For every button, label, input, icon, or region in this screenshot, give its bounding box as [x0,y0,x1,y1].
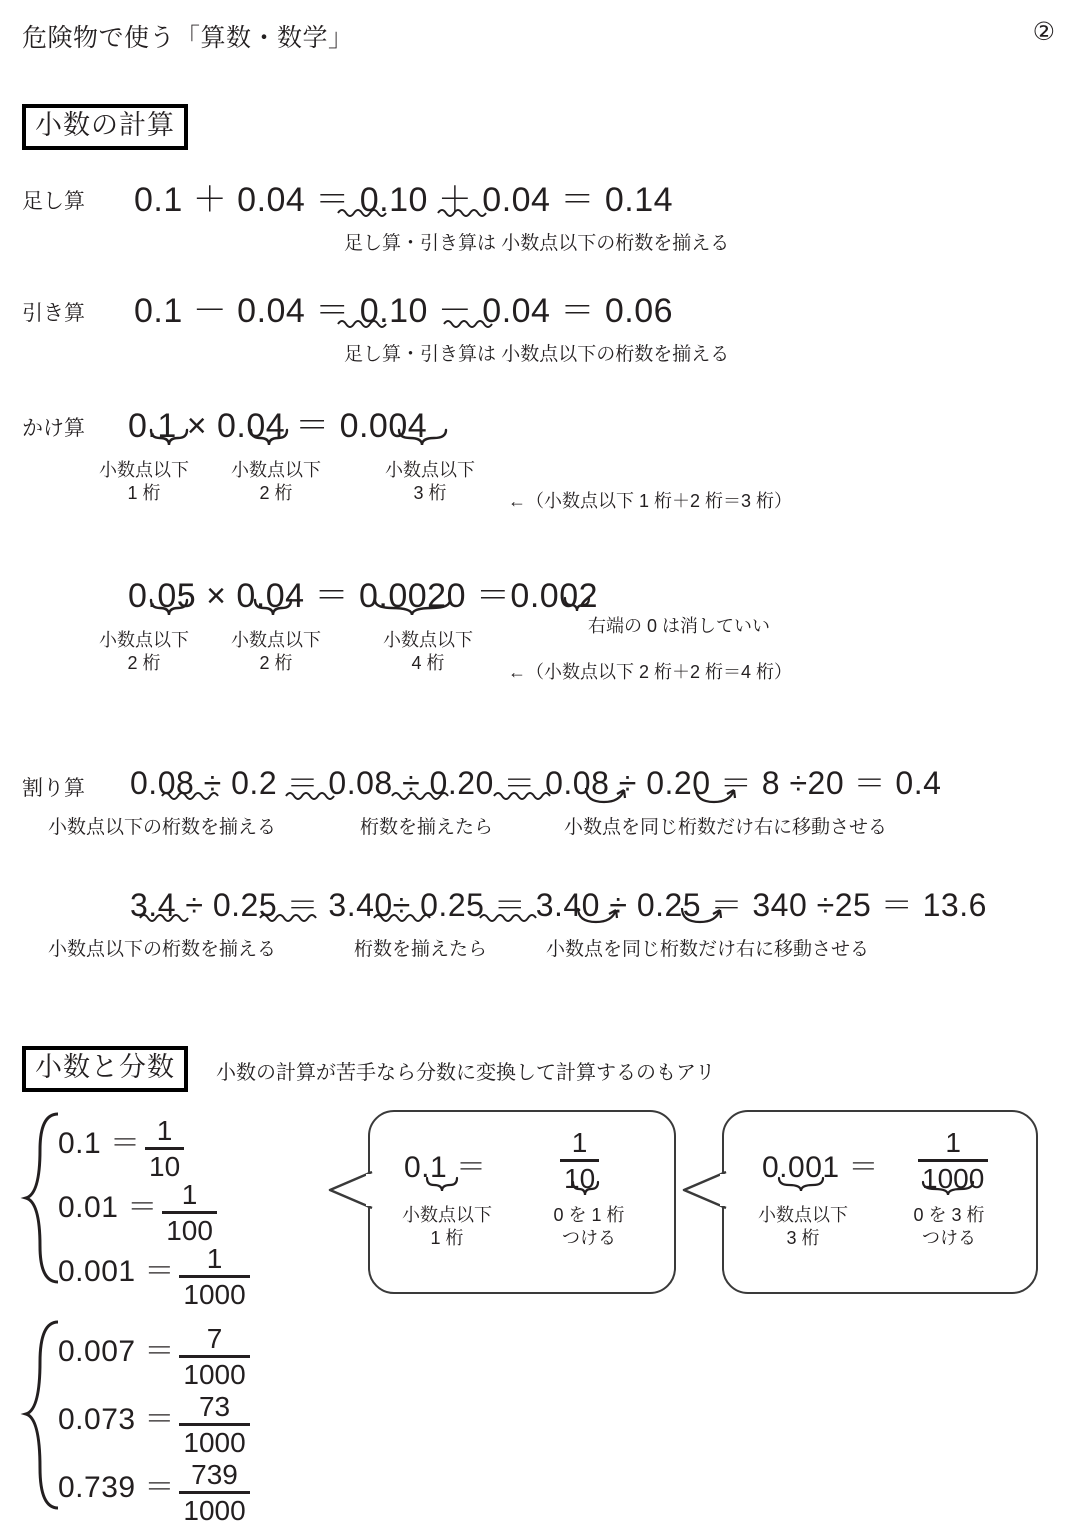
section-heading-decimal-and-fraction: 小数と分数 [22,1046,188,1092]
section-note-decimal-and-fraction: 小数の計算が苦手なら分数に変換して計算するのもアリ [216,1062,716,1084]
balloon-1-equation: 0.1 ＝ [404,1151,487,1184]
balloon-1-left-label: 小数点以下 1 桁 [402,1205,492,1248]
fraction-bar [918,1159,988,1162]
wavy-underline-icon [390,788,454,802]
caption-addition: 足し算・引き算は 小数点以下の桁数を揃える [344,233,730,254]
fraction-row-0-007: 0.007 ＝ $\frac{7}{1000}$ [58,1324,250,1389]
brace-label-mul1-b: 小数点以下 2 桁 [231,460,321,503]
equation-division-1: 0.08 ÷ 0.2 ＝ 0.08 ÷ 0.20 ＝ 0.08 ÷ 0.20 ＝ 8 ÷20 ＝ 0.4 [130,765,942,801]
balloon-tail-icon [322,1168,378,1212]
curly-brace-icon [920,1180,982,1200]
equation-multiplication-2: 0.05 × 0.04 ＝ 0.0020 ＝0.002 [128,577,599,615]
fraction: $\frac{7}{1000}$ [179,1324,249,1389]
equation-subtraction: 0.1 － 0.04 ＝ 0.10 － 0.04 ＝ 0.06 [134,292,674,330]
fraction: $\frac{1}{1000}$ [179,1244,249,1309]
curly-brace-icon [396,428,458,450]
wavy-underline-icon [442,316,494,330]
page-title: 危険物で使う「算数・数学」 [22,24,354,52]
curly-brace-icon [776,1176,832,1196]
wavy-underline-icon [138,910,192,924]
decimal-shift-arrow-icon [580,784,636,810]
page-number-badge: ② [1032,18,1055,46]
fraction-row-0-073: 0.073 ＝ $\frac{73}{1000}$ [58,1392,250,1457]
fraction: $\frac{739}{1000}$ [179,1460,249,1525]
balloon-2-right-label: 0 を 3 桁 つける [913,1205,985,1248]
wavy-underline-icon [336,316,388,330]
wavy-underline-icon [372,910,434,924]
row-label-multiplication: かけ算 [22,417,85,440]
brace-label-mul1-c: 小数点以下 3 桁 [385,460,475,503]
equation-division-2: 3.4 ÷ 0.25 ＝ 3.40÷ 0.25 ＝ 3.40 ÷ 0.25 ＝ 340 ÷25 ＝ 13.6 [130,887,987,923]
curly-brace-icon [148,428,196,450]
balloon-1-right-label: 0 を 1 桁 つける [553,1205,625,1248]
arrow-note-mul2: ←（小数点以下 2 桁＋2 桁＝4 桁） [508,662,793,682]
fraction-bar [179,1491,249,1494]
fraction: $\frac{1}{10}$ [145,1116,184,1181]
row-label-addition: 足し算 [22,190,85,213]
fraction: $\frac{1}{1000}$ [918,1128,988,1193]
curly-brace-icon [252,598,300,620]
trim-zero-note: 右端の 0 は消していい [588,616,771,636]
fraction-row-0-1: 0.1 ＝ $\frac{1}{10}$ [58,1116,184,1181]
balloon-tail-icon [676,1168,732,1212]
fraction-bar [179,1275,249,1278]
balloon-2-left-label: 小数点以下 3 桁 [758,1205,848,1248]
arrow-note-mul1: ←（小数点以下 1 桁＋2 桁＝3 桁） [508,491,793,511]
fraction: $\frac{1}{100}$ [162,1180,217,1245]
caption-division-2-a: 小数点以下の桁数を揃える [48,939,277,960]
caption-division-1-b: 桁数を揃えたら [360,817,494,838]
wavy-underline-icon [492,788,556,802]
fraction-bar [179,1423,249,1426]
curly-brace-icon [424,1176,464,1196]
row-label-division: 割り算 [22,777,85,800]
fraction-bar [179,1355,249,1358]
wavy-underline-icon [478,910,540,924]
callout-balloon-2 [722,1110,1038,1294]
fraction-row-0-01: 0.01 ＝ $\frac{1}{100}$ [58,1180,217,1245]
brace-label-mul2-a: 小数点以下 2 桁 [99,630,189,673]
caption-division-2-c: 小数点を同じ桁数だけ右に移動させる [546,939,870,960]
caption-subtraction: 足し算・引き算は 小数点以下の桁数を揃える [344,344,730,365]
wavy-underline-icon [284,788,342,802]
wavy-underline-icon [336,205,388,219]
curly-brace-icon [148,598,196,620]
balloon-2-equation: 0.001 ＝ [762,1151,879,1184]
brace-label-mul1-a: 小数点以下 1 桁 [99,460,189,503]
brace-label-mul2-c: 小数点以下 4 桁 [383,630,473,673]
equation-addition: 0.1 ＋ 0.04 ＝ 0.10 ＋ 0.04 ＝ 0.14 [134,181,674,219]
decimal-shift-arrow-icon [676,902,732,930]
curly-brace-icon [372,598,464,620]
curly-brace-icon [570,1180,604,1200]
caption-division-2-b: 桁数を揃えたら [354,939,488,960]
decimal-shift-arrow-icon [572,902,628,930]
fraction-row-0-001: 0.001 ＝ $\frac{1}{1000}$ [58,1244,250,1309]
fraction-bar [145,1147,184,1150]
fraction: $\frac{1}{10}$ [560,1128,599,1193]
row-label-subtraction: 引き算 [22,302,85,325]
section-heading-decimal-calculation: 小数の計算 [22,104,188,150]
callout-balloon-1 [368,1110,676,1294]
caption-division-1-a: 小数点以下の桁数を揃える [48,817,277,838]
wavy-underline-icon [258,910,320,924]
fraction-row-0-739: 0.739 ＝ $\frac{739}{1000}$ [58,1460,250,1525]
equation-multiplication-1: 0.1 × 0.04 ＝ 0.004 [128,407,428,445]
wavy-underline-icon [436,205,488,219]
caption-division-1-c: 小数点を同じ桁数だけ右に移動させる [564,817,888,838]
decimal-shift-arrow-icon [690,784,746,810]
fraction: $\frac{73}{1000}$ [179,1392,249,1457]
curly-brace-icon [248,428,296,450]
brace-label-mul2-b: 小数点以下 2 桁 [231,630,321,673]
fraction-bar [162,1211,217,1214]
fraction-bar [560,1159,599,1162]
wavy-underline-icon [160,788,226,802]
